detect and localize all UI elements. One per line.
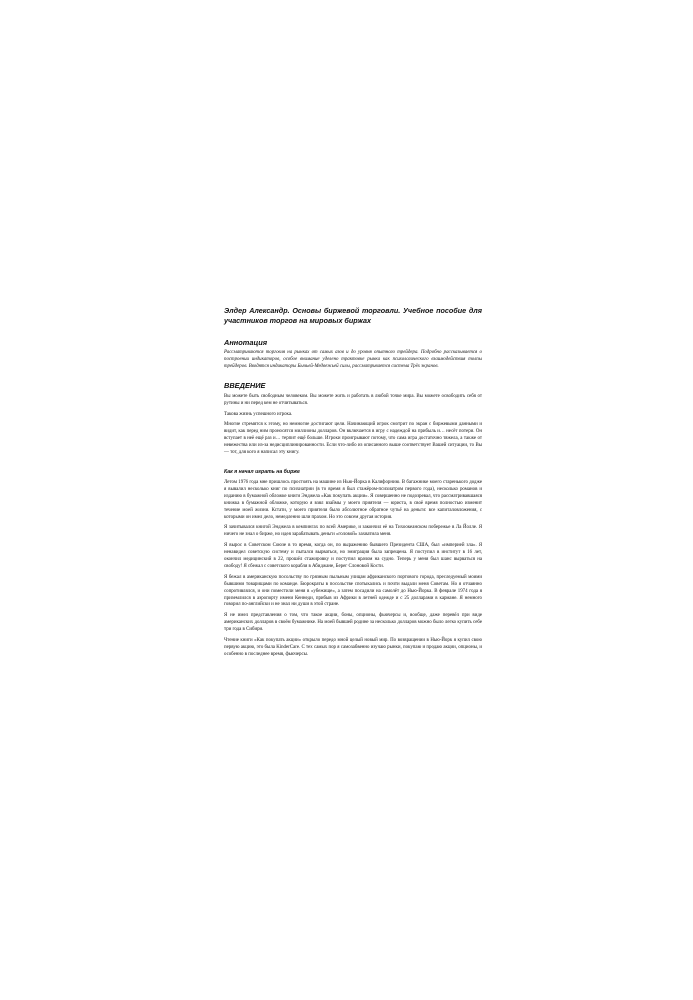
intro-paragraph-3: Многие стремятся к этому, но немногие достигают цели. Начинающий игрок смотрит по экран с биржевыми данными и видит, как перед ним проносятся миллионы долларов. Он включается в игру с надеждой на прибыль и… несёт потери. Он вступает в неё ещё раз и… терпит ещё больше. Игроки проигрывают потому, что сама игра достаточно тяжела, а также от невежества или из-за недисциплинированности. Если что-либо из описанного выше соответствует Вашей ситуации, то Вы — тот, для кого я написал эту книгу.	[224, 422, 482, 456]
annotation-heading: Аннотация	[224, 338, 268, 347]
section-paragraph-5: Я не имел представления о том, что такое акции, боны, опционы, фьючерсы и, вообще, даже перевёл при виде американских долларов в своём бумажнике. На моей бывшей родине за несколько долларов можно было легко купить себе три года в Сибири.	[224, 613, 482, 633]
section-heading: Как я начал играть на бирже	[224, 468, 300, 475]
intro-heading: ВВЕДЕНИЕ	[224, 380, 266, 390]
section-paragraph-2: Я зачитывался книгой Энджела в кемпингах по всей Америке, и закончил её на Тихоокеанском побережье в Ла Йолле. Я ничего не знал о бирже, но идея зарабатывать деньги «головой» захватила меня.	[224, 525, 482, 538]
section-paragraph-1: Летом 1976 года мне пришлось простоять на машине из Нью-Йорка в Калифорнию. В багажнике моего старенького додже я вывалил несколько книг по психиатрии (в то время я был стажёром-психиатром первого года), несколько романов и изданию в бумажной обложке книги Энджела «Как покупать акции». Я совершенно не подозревал, что рассматривавшаяся книжка в бумажной обложке, которую я взял взаймы у моего приятеля — юриста, в своё время полностью изменит течение моей жизни. Кстати, у моего приятеля было абсолютное обратное чутьё на деньги: все капиталовложения, с которыми он имел дело, немедленно шли прахом. Но это совсем другая история.	[224, 479, 482, 520]
document-page	[224, 306, 482, 663]
book-title: Элдер Александр. Основы биржевой торговли. Учебное пособие для участников торгов на мировых биржах	[224, 306, 482, 325]
intro-paragraph-2: Такова жизнь успешного игрока.	[224, 411, 293, 417]
section-paragraph-4: Я бежал в американскую посольству по грязным пыльным улицам африканского портового города, преследуемый моими бывшими товарищами по команде. Бюрократы в посольстве спотыкались и почти выдали меня Советам. Но я отчаянно сопротивлялся, и они поместили меня в «убежище», а затем посадили на самолёт до Нью-Йорка. В феврале 1974 года я приземлился в аэропорту имени Кеннеди, прибыв из Африки в летней одежде и с 25 долларами в кармане. Я немного говорил по-английски и не знал ни души в этой стране.	[224, 574, 482, 608]
section-paragraph-6: Чтение книги «Как покупать акции» открыло передо мной целый новый мир. По возвращении в Нью-Йорк я купил свою первую акцию, это была KinderCare. С тех самых пор я самозабвенно изучаю рынки, покупаю и продаю акции, опционы, и особенно в последнее время, фьючерсы.	[224, 638, 482, 657]
annotation-text: Рассматриваются торговля на рынках от самых азов и до уровня опытного трейдера. Подробно рассказывается о построении индикаторов, особое внимание уделено трактовке рынка как психологического взаимодействия толпы трейдеров. Вводятся индикаторы Бычьей-Медвежьей силы, рассматривается система Трёх экранов.	[224, 350, 482, 369]
section-paragraph-3: Я вырос в Советском Союзе в то время, когда он, по выражению бывшего Президента США, был «империей зла». Я ненавидел советскую систему и пытался вырваться, но эмиграция была запрещена. Я поступил в институт в 16 лет, окончил медицинский в 22, прошёл стажировку и поступил врачом на судно. Теперь у меня был шанс вырваться на свободу! Я сбежал с советского корабля в Абиджане, Берег Слоновой Кости.	[224, 543, 482, 569]
intro-paragraph-1: Вы можете быть свободным человеком. Вы можете жить и работать в любой точке мира. Вы можете освободить себя от рутины и ни перед кем не отчитываться.	[224, 393, 482, 406]
